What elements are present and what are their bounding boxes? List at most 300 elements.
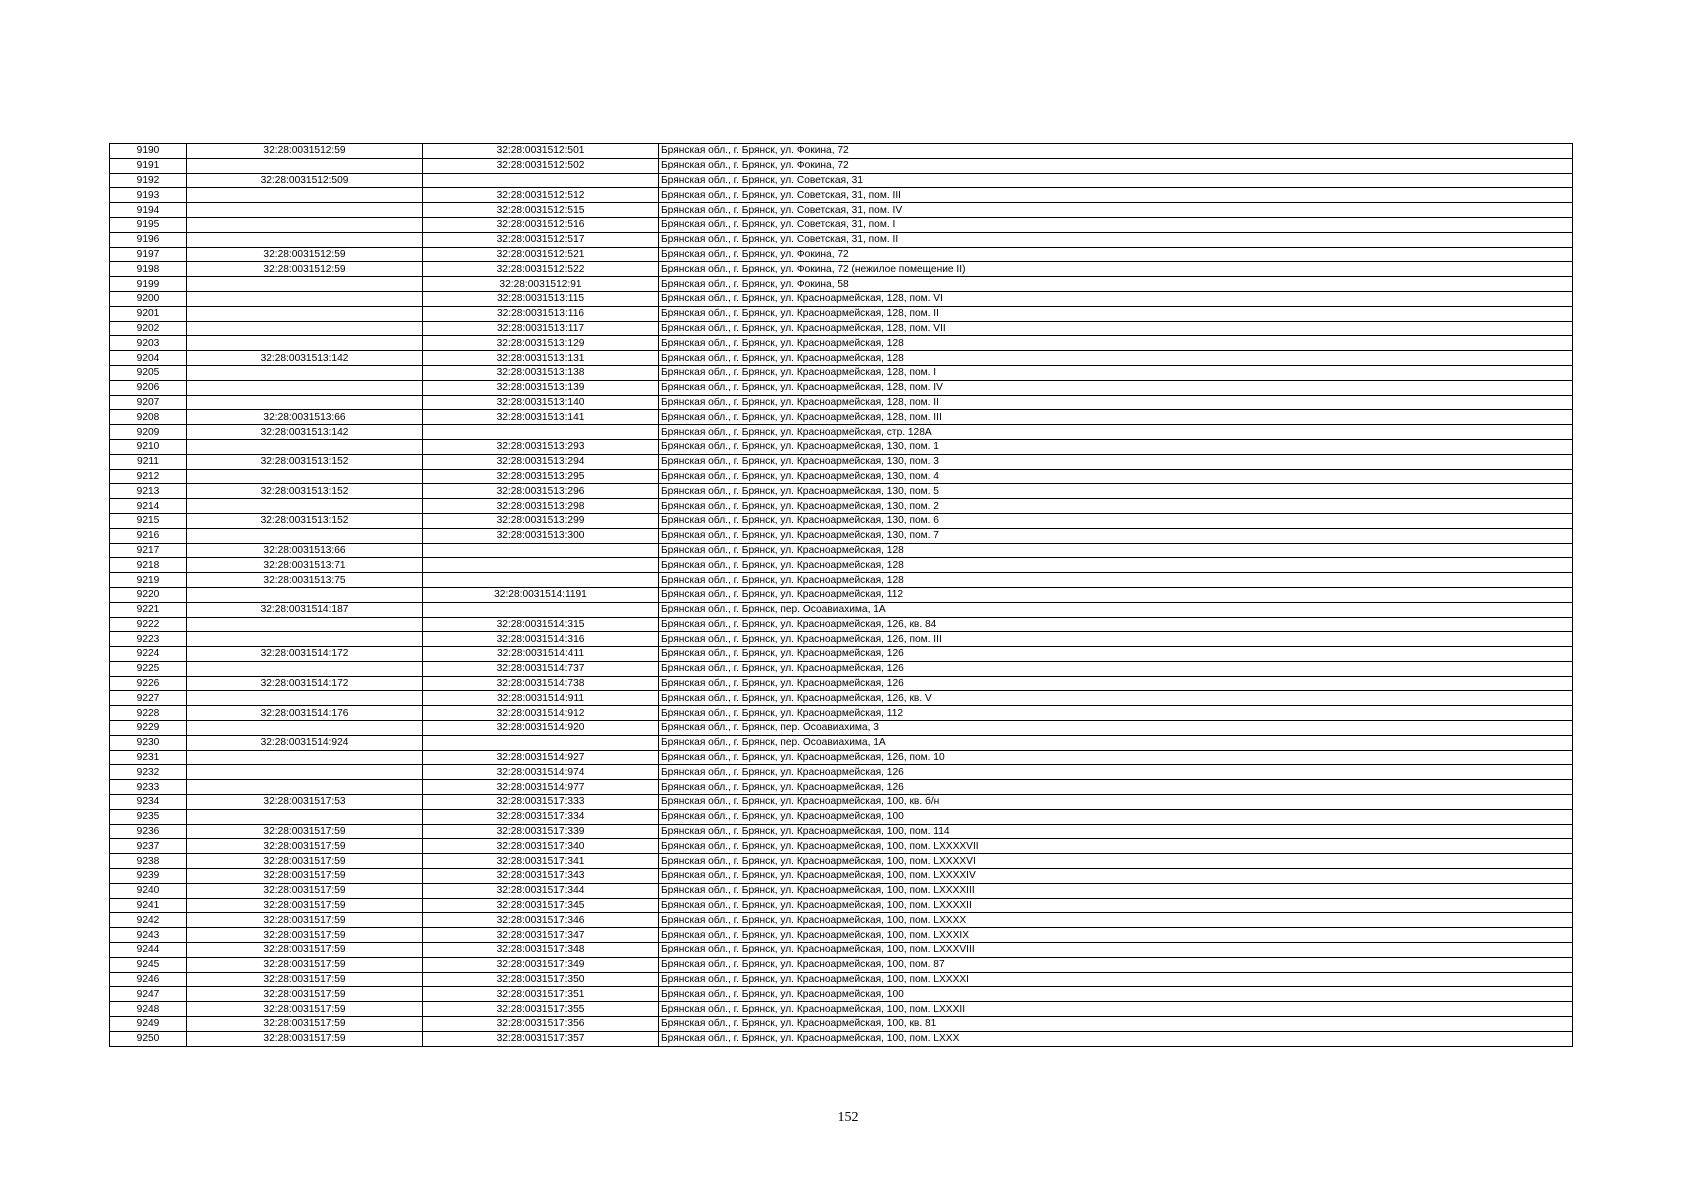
row-number-cell: 9209 bbox=[110, 425, 187, 440]
object-number-cell: 32:28:0031513:293 bbox=[423, 439, 659, 454]
row-number-cell: 9201 bbox=[110, 306, 187, 321]
parcel-number-cell: 32:28:0031513:152 bbox=[187, 513, 423, 528]
address-cell: Брянская обл., г. Брянск, ул. Красноармейская, 126, пом. 10 bbox=[659, 750, 1573, 765]
parcel-number-cell: 32:28:0031512:509 bbox=[187, 173, 423, 188]
address-cell: Брянская обл., г. Брянск, пер. Осоавиахима, 1А bbox=[659, 735, 1573, 750]
row-number-cell: 9242 bbox=[110, 913, 187, 928]
object-number-cell: 32:28:0031513:116 bbox=[423, 306, 659, 321]
row-number-cell: 9194 bbox=[110, 203, 187, 218]
parcel-number-cell bbox=[187, 469, 423, 484]
parcel-number-cell: 32:28:0031514:172 bbox=[187, 647, 423, 662]
object-number-cell: 32:28:0031513:140 bbox=[423, 395, 659, 410]
parcel-number-cell: 32:28:0031517:59 bbox=[187, 824, 423, 839]
parcel-number-cell bbox=[187, 291, 423, 306]
object-number-cell: 32:28:0031517:334 bbox=[423, 809, 659, 824]
row-number-cell: 9213 bbox=[110, 484, 187, 499]
parcel-number-cell: 32:28:0031517:59 bbox=[187, 972, 423, 987]
object-number-cell: 32:28:0031513:129 bbox=[423, 336, 659, 351]
table-row bbox=[110, 617, 1573, 632]
parcel-number-cell: 32:28:0031517:59 bbox=[187, 913, 423, 928]
row-number-cell: 9198 bbox=[110, 262, 187, 277]
row-number-cell: 9237 bbox=[110, 839, 187, 854]
table-row bbox=[110, 410, 1573, 425]
object-number-cell: 32:28:0031517:345 bbox=[423, 898, 659, 913]
row-number-cell: 9206 bbox=[110, 380, 187, 395]
object-number-cell: 32:28:0031514:316 bbox=[423, 632, 659, 647]
table-row bbox=[110, 558, 1573, 573]
table-row bbox=[110, 1031, 1573, 1046]
table-row bbox=[110, 1002, 1573, 1017]
address-cell: Брянская обл., г. Брянск, ул. Красноармейская, 100, кв. б/н bbox=[659, 795, 1573, 810]
table-row bbox=[110, 395, 1573, 410]
table-row bbox=[110, 365, 1573, 380]
address-cell: Брянская обл., г. Брянск, ул. Красноармейская, 126, кв. V bbox=[659, 691, 1573, 706]
row-number-cell: 9250 bbox=[110, 1031, 187, 1046]
address-cell: Брянская обл., г. Брянск, ул. Красноармейская, 130, пом. 6 bbox=[659, 513, 1573, 528]
table-row bbox=[110, 928, 1573, 943]
registry-table bbox=[109, 143, 1573, 1047]
object-number-cell: 32:28:0031514:974 bbox=[423, 765, 659, 780]
parcel-number-cell: 32:28:0031512:59 bbox=[187, 144, 423, 159]
address-cell: Брянская обл., г. Брянск, ул. Красноармейская, 126 bbox=[659, 765, 1573, 780]
parcel-number-cell bbox=[187, 380, 423, 395]
table-row bbox=[110, 247, 1573, 262]
table-row bbox=[110, 913, 1573, 928]
parcel-number-cell bbox=[187, 203, 423, 218]
row-number-cell: 9241 bbox=[110, 898, 187, 913]
table-row bbox=[110, 721, 1573, 736]
parcel-number-cell bbox=[187, 661, 423, 676]
address-cell: Брянская обл., г. Брянск, ул. Красноармейская, 126 bbox=[659, 661, 1573, 676]
object-number-cell bbox=[423, 558, 659, 573]
address-cell: Брянская обл., г. Брянск, ул. Красноармейская, 130, пом. 2 bbox=[659, 499, 1573, 514]
object-number-cell: 32:28:0031517:340 bbox=[423, 839, 659, 854]
table-row bbox=[110, 883, 1573, 898]
parcel-number-cell: 32:28:0031517:53 bbox=[187, 795, 423, 810]
object-number-cell: 32:28:0031517:351 bbox=[423, 987, 659, 1002]
row-number-cell: 9216 bbox=[110, 528, 187, 543]
address-cell: Брянская обл., г. Брянск, ул. Красноармейская, 126 bbox=[659, 647, 1573, 662]
row-number-cell: 9243 bbox=[110, 928, 187, 943]
object-number-cell: 32:28:0031513:138 bbox=[423, 365, 659, 380]
parcel-number-cell bbox=[187, 277, 423, 292]
address-cell: Брянская обл., г. Брянск, ул. Красноармейская, 100, пом. LXXXXVII bbox=[659, 839, 1573, 854]
table-row bbox=[110, 291, 1573, 306]
table-row bbox=[110, 469, 1573, 484]
address-cell: Брянская обл., г. Брянск, ул. Красноармейская, 100, пом. 114 bbox=[659, 824, 1573, 839]
address-cell: Брянская обл., г. Брянск, ул. Красноармейская, 100, пом. LXXXXVI bbox=[659, 854, 1573, 869]
object-number-cell: 32:28:0031517:355 bbox=[423, 1002, 659, 1017]
parcel-number-cell: 32:28:0031517:59 bbox=[187, 1017, 423, 1032]
row-number-cell: 9204 bbox=[110, 351, 187, 366]
address-cell: Брянская обл., г. Брянск, ул. Советская, 31, пом. III bbox=[659, 188, 1573, 203]
object-number-cell: 32:28:0031513:300 bbox=[423, 528, 659, 543]
table-row bbox=[110, 262, 1573, 277]
row-number-cell: 9246 bbox=[110, 972, 187, 987]
object-number-cell: 32:28:0031517:356 bbox=[423, 1017, 659, 1032]
object-number-cell bbox=[423, 173, 659, 188]
object-number-cell: 32:28:0031514:911 bbox=[423, 691, 659, 706]
row-number-cell: 9214 bbox=[110, 499, 187, 514]
table-row bbox=[110, 484, 1573, 499]
address-cell: Брянская обл., г. Брянск, ул. Фокина, 72 bbox=[659, 247, 1573, 262]
address-cell: Брянская обл., г. Брянск, ул. Красноармейская, 130, пом. 7 bbox=[659, 528, 1573, 543]
object-number-cell: 32:28:0031517:333 bbox=[423, 795, 659, 810]
parcel-number-cell: 32:28:0031514:172 bbox=[187, 676, 423, 691]
table-row bbox=[110, 351, 1573, 366]
parcel-number-cell bbox=[187, 721, 423, 736]
row-number-cell: 9221 bbox=[110, 602, 187, 617]
address-cell: Брянская обл., г. Брянск, ул. Фокина, 72 bbox=[659, 158, 1573, 173]
address-cell: Брянская обл., г. Брянск, ул. Красноармейская, 128, пом. VI bbox=[659, 291, 1573, 306]
address-cell: Брянская обл., г. Брянск, ул. Красноармейская, 128, пом. II bbox=[659, 306, 1573, 321]
parcel-number-cell bbox=[187, 217, 423, 232]
parcel-number-cell bbox=[187, 765, 423, 780]
address-cell: Брянская обл., г. Брянск, ул. Красноармейская, 100, пом. LXXXII bbox=[659, 1002, 1573, 1017]
row-number-cell: 9192 bbox=[110, 173, 187, 188]
table-row bbox=[110, 336, 1573, 351]
row-number-cell: 9247 bbox=[110, 987, 187, 1002]
address-cell: Брянская обл., г. Брянск, ул. Красноармейская, 128 bbox=[659, 573, 1573, 588]
address-cell: Брянская обл., г. Брянск, ул. Красноармейская, 100, пом. LXXXXIV bbox=[659, 869, 1573, 884]
object-number-cell bbox=[423, 573, 659, 588]
parcel-number-cell bbox=[187, 691, 423, 706]
address-cell: Брянская обл., г. Брянск, ул. Красноармейская, 128, пом. III bbox=[659, 410, 1573, 425]
table-row bbox=[110, 869, 1573, 884]
parcel-number-cell: 32:28:0031514:187 bbox=[187, 602, 423, 617]
object-number-cell: 32:28:0031512:502 bbox=[423, 158, 659, 173]
parcel-number-cell bbox=[187, 587, 423, 602]
object-number-cell: 32:28:0031513:299 bbox=[423, 513, 659, 528]
parcel-number-cell: 32:28:0031517:59 bbox=[187, 883, 423, 898]
address-cell: Брянская обл., г. Брянск, пер. Осоавиахима, 1А bbox=[659, 602, 1573, 617]
row-number-cell: 9202 bbox=[110, 321, 187, 336]
object-number-cell: 32:28:0031514:927 bbox=[423, 750, 659, 765]
row-number-cell: 9215 bbox=[110, 513, 187, 528]
object-number-cell: 32:28:0031514:315 bbox=[423, 617, 659, 632]
address-cell: Брянская обл., г. Брянск, ул. Красноармейская, 100, пом. LXXXX bbox=[659, 913, 1573, 928]
parcel-number-cell: 32:28:0031513:142 bbox=[187, 425, 423, 440]
table-row bbox=[110, 528, 1573, 543]
table-row bbox=[110, 795, 1573, 810]
table-row bbox=[110, 735, 1573, 750]
parcel-number-cell: 32:28:0031514:924 bbox=[187, 735, 423, 750]
address-cell: Брянская обл., г. Брянск, ул. Советская, 31, пом. IV bbox=[659, 203, 1573, 218]
address-cell: Брянская обл., г. Брянск, ул. Красноармейская, 100, пом. 87 bbox=[659, 957, 1573, 972]
address-cell: Брянская обл., г. Брянск, ул. Красноармейская, 126 bbox=[659, 780, 1573, 795]
row-number-cell: 9229 bbox=[110, 721, 187, 736]
table-row bbox=[110, 188, 1573, 203]
row-number-cell: 9205 bbox=[110, 365, 187, 380]
parcel-number-cell bbox=[187, 232, 423, 247]
parcel-number-cell: 32:28:0031513:71 bbox=[187, 558, 423, 573]
parcel-number-cell bbox=[187, 632, 423, 647]
row-number-cell: 9245 bbox=[110, 957, 187, 972]
table-row bbox=[110, 173, 1573, 188]
object-number-cell: 32:28:0031514:912 bbox=[423, 706, 659, 721]
object-number-cell: 32:28:0031514:738 bbox=[423, 676, 659, 691]
parcel-number-cell: 32:28:0031513:66 bbox=[187, 410, 423, 425]
table-row bbox=[110, 573, 1573, 588]
object-number-cell: 32:28:0031517:344 bbox=[423, 883, 659, 898]
parcel-number-cell: 32:28:0031517:59 bbox=[187, 943, 423, 958]
row-number-cell: 9228 bbox=[110, 706, 187, 721]
row-number-cell: 9199 bbox=[110, 277, 187, 292]
table-row bbox=[110, 602, 1573, 617]
row-number-cell: 9217 bbox=[110, 543, 187, 558]
object-number-cell: 32:28:0031513:295 bbox=[423, 469, 659, 484]
parcel-number-cell bbox=[187, 188, 423, 203]
address-cell: Брянская обл., г. Брянск, ул. Красноармейская, 126 bbox=[659, 676, 1573, 691]
table-row bbox=[110, 543, 1573, 558]
object-number-cell: 32:28:0031514:1191 bbox=[423, 587, 659, 602]
parcel-number-cell: 32:28:0031514:176 bbox=[187, 706, 423, 721]
table-row bbox=[110, 943, 1573, 958]
row-number-cell: 9227 bbox=[110, 691, 187, 706]
object-number-cell: 32:28:0031517:349 bbox=[423, 957, 659, 972]
parcel-number-cell bbox=[187, 306, 423, 321]
object-number-cell: 32:28:0031512:516 bbox=[423, 217, 659, 232]
object-number-cell bbox=[423, 735, 659, 750]
address-cell: Брянская обл., г. Брянск, ул. Красноармейская, 128 bbox=[659, 543, 1573, 558]
row-number-cell: 9211 bbox=[110, 454, 187, 469]
row-number-cell: 9233 bbox=[110, 780, 187, 795]
parcel-number-cell: 32:28:0031513:66 bbox=[187, 543, 423, 558]
row-number-cell: 9244 bbox=[110, 943, 187, 958]
parcel-number-cell: 32:28:0031517:59 bbox=[187, 1002, 423, 1017]
address-cell: Брянская обл., г. Брянск, ул. Красноармейская, 128, пом. II bbox=[659, 395, 1573, 410]
table-row bbox=[110, 839, 1573, 854]
row-number-cell: 9239 bbox=[110, 869, 187, 884]
table-row bbox=[110, 957, 1573, 972]
table-row bbox=[110, 277, 1573, 292]
object-number-cell: 32:28:0031513:139 bbox=[423, 380, 659, 395]
address-cell: Брянская обл., г. Брянск, ул. Красноармейская, 130, пом. 3 bbox=[659, 454, 1573, 469]
address-cell: Брянская обл., г. Брянск, ул. Красноармейская, 100 bbox=[659, 809, 1573, 824]
address-cell: Брянская обл., г. Брянск, пер. Осоавиахима, 3 bbox=[659, 721, 1573, 736]
row-number-cell: 9225 bbox=[110, 661, 187, 676]
object-number-cell: 32:28:0031512:522 bbox=[423, 262, 659, 277]
table-row bbox=[110, 380, 1573, 395]
table-row bbox=[110, 854, 1573, 869]
row-number-cell: 9238 bbox=[110, 854, 187, 869]
table-row bbox=[110, 898, 1573, 913]
row-number-cell: 9207 bbox=[110, 395, 187, 410]
table-row bbox=[110, 780, 1573, 795]
table-row bbox=[110, 587, 1573, 602]
address-cell: Брянская обл., г. Брянск, ул. Красноармейская, 126, кв. 84 bbox=[659, 617, 1573, 632]
address-cell: Брянская обл., г. Брянск, ул. Красноармейская, 112 bbox=[659, 706, 1573, 721]
object-number-cell: 32:28:0031514:737 bbox=[423, 661, 659, 676]
address-cell: Брянская обл., г. Брянск, ул. Красноармейская, 126, пом. III bbox=[659, 632, 1573, 647]
parcel-number-cell: 32:28:0031517:59 bbox=[187, 1031, 423, 1046]
object-number-cell: 32:28:0031513:117 bbox=[423, 321, 659, 336]
address-cell: Брянская обл., г. Брянск, ул. Красноармейская, 100, пом. LXXXVIII bbox=[659, 943, 1573, 958]
address-cell: Брянская обл., г. Брянск, ул. Красноармейская, 130, пом. 4 bbox=[659, 469, 1573, 484]
table-row bbox=[110, 203, 1573, 218]
row-number-cell: 9224 bbox=[110, 647, 187, 662]
object-number-cell: 32:28:0031517:357 bbox=[423, 1031, 659, 1046]
object-number-cell: 32:28:0031513:294 bbox=[423, 454, 659, 469]
object-number-cell: 32:28:0031513:131 bbox=[423, 351, 659, 366]
parcel-number-cell bbox=[187, 336, 423, 351]
address-cell: Брянская обл., г. Брянск, ул. Красноармейская, 128 bbox=[659, 558, 1573, 573]
address-cell: Брянская обл., г. Брянск, ул. Красноармейская, 100, кв. 81 bbox=[659, 1017, 1573, 1032]
row-number-cell: 9191 bbox=[110, 158, 187, 173]
parcel-number-cell bbox=[187, 365, 423, 380]
object-number-cell: 32:28:0031513:115 bbox=[423, 291, 659, 306]
object-number-cell: 32:28:0031512:512 bbox=[423, 188, 659, 203]
table-row bbox=[110, 809, 1573, 824]
row-number-cell: 9210 bbox=[110, 439, 187, 454]
object-number-cell: 32:28:0031512:501 bbox=[423, 144, 659, 159]
address-cell: Брянская обл., г. Брянск, ул. Красноармейская, 128 bbox=[659, 351, 1573, 366]
parcel-number-cell: 32:28:0031513:152 bbox=[187, 454, 423, 469]
object-number-cell: 32:28:0031517:343 bbox=[423, 869, 659, 884]
parcel-number-cell: 32:28:0031513:75 bbox=[187, 573, 423, 588]
row-number-cell: 9196 bbox=[110, 232, 187, 247]
page-number: 152 bbox=[837, 1110, 859, 1125]
row-number-cell: 9248 bbox=[110, 1002, 187, 1017]
table-row bbox=[110, 232, 1573, 247]
object-number-cell: 32:28:0031517:347 bbox=[423, 928, 659, 943]
parcel-number-cell: 32:28:0031517:59 bbox=[187, 957, 423, 972]
address-cell: Брянская обл., г. Брянск, ул. Красноармейская, 112 bbox=[659, 587, 1573, 602]
address-cell: Брянская обл., г. Брянск, ул. Красноармейская, стр. 128А bbox=[659, 425, 1573, 440]
parcel-number-cell: 32:28:0031512:59 bbox=[187, 262, 423, 277]
parcel-number-cell bbox=[187, 528, 423, 543]
parcel-number-cell: 32:28:0031517:59 bbox=[187, 854, 423, 869]
object-number-cell: 32:28:0031514:411 bbox=[423, 647, 659, 662]
table-row bbox=[110, 972, 1573, 987]
table-row bbox=[110, 158, 1573, 173]
address-cell: Брянская обл., г. Брянск, ул. Красноармейская, 100, пом. LXXXXIII bbox=[659, 883, 1573, 898]
parcel-number-cell: 32:28:0031513:142 bbox=[187, 351, 423, 366]
table-row bbox=[110, 661, 1573, 676]
object-number-cell: 32:28:0031512:521 bbox=[423, 247, 659, 262]
table-row bbox=[110, 439, 1573, 454]
object-number-cell bbox=[423, 425, 659, 440]
row-number-cell: 9212 bbox=[110, 469, 187, 484]
address-cell: Брянская обл., г. Брянск, ул. Красноармейская, 128, пом. I bbox=[659, 365, 1573, 380]
address-cell: Брянская обл., г. Брянск, ул. Красноармейская, 128 bbox=[659, 336, 1573, 351]
object-number-cell: 32:28:0031517:339 bbox=[423, 824, 659, 839]
address-cell: Брянская обл., г. Брянск, ул. Фокина, 72 bbox=[659, 144, 1573, 159]
registry-table-body bbox=[110, 144, 1573, 1047]
row-number-cell: 9200 bbox=[110, 291, 187, 306]
row-number-cell: 9203 bbox=[110, 336, 187, 351]
parcel-number-cell bbox=[187, 158, 423, 173]
object-number-cell: 32:28:0031512:515 bbox=[423, 203, 659, 218]
table-row bbox=[110, 676, 1573, 691]
parcel-number-cell bbox=[187, 809, 423, 824]
table-row bbox=[110, 454, 1573, 469]
table-row bbox=[110, 144, 1573, 159]
row-number-cell: 9218 bbox=[110, 558, 187, 573]
table-row bbox=[110, 499, 1573, 514]
parcel-number-cell: 32:28:0031517:59 bbox=[187, 928, 423, 943]
address-cell: Брянская обл., г. Брянск, ул. Красноармейская, 130, пом. 5 bbox=[659, 484, 1573, 499]
row-number-cell: 9235 bbox=[110, 809, 187, 824]
parcel-number-cell bbox=[187, 750, 423, 765]
table-row bbox=[110, 513, 1573, 528]
row-number-cell: 9232 bbox=[110, 765, 187, 780]
parcel-number-cell: 32:28:0031517:59 bbox=[187, 839, 423, 854]
table-row bbox=[110, 425, 1573, 440]
address-cell: Брянская обл., г. Брянск, ул. Красноармейская, 128, пом. IV bbox=[659, 380, 1573, 395]
object-number-cell: 32:28:0031517:348 bbox=[423, 943, 659, 958]
row-number-cell: 9195 bbox=[110, 217, 187, 232]
row-number-cell: 9193 bbox=[110, 188, 187, 203]
row-number-cell: 9208 bbox=[110, 410, 187, 425]
address-cell: Брянская обл., г. Брянск, ул. Красноармейская, 100, пом. LXXX bbox=[659, 1031, 1573, 1046]
address-cell: Брянская обл., г. Брянск, ул. Советская, 31 bbox=[659, 173, 1573, 188]
table-row bbox=[110, 321, 1573, 336]
address-cell: Брянская обл., г. Брянск, ул. Фокина, 72 (нежилое помещение II) bbox=[659, 262, 1573, 277]
parcel-number-cell: 32:28:0031517:59 bbox=[187, 869, 423, 884]
object-number-cell: 32:28:0031517:341 bbox=[423, 854, 659, 869]
table-row bbox=[110, 691, 1573, 706]
address-cell: Брянская обл., г. Брянск, ул. Красноармейская, 100 bbox=[659, 987, 1573, 1002]
row-number-cell: 9231 bbox=[110, 750, 187, 765]
table-row bbox=[110, 1017, 1573, 1032]
object-number-cell: 32:28:0031514:977 bbox=[423, 780, 659, 795]
object-number-cell: 32:28:0031513:298 bbox=[423, 499, 659, 514]
table-row bbox=[110, 987, 1573, 1002]
row-number-cell: 9249 bbox=[110, 1017, 187, 1032]
parcel-number-cell: 32:28:0031517:59 bbox=[187, 987, 423, 1002]
row-number-cell: 9230 bbox=[110, 735, 187, 750]
row-number-cell: 9223 bbox=[110, 632, 187, 647]
table-row bbox=[110, 750, 1573, 765]
table-row bbox=[110, 765, 1573, 780]
row-number-cell: 9220 bbox=[110, 587, 187, 602]
object-number-cell: 32:28:0031517:350 bbox=[423, 972, 659, 987]
row-number-cell: 9219 bbox=[110, 573, 187, 588]
parcel-number-cell: 32:28:0031513:152 bbox=[187, 484, 423, 499]
table-row bbox=[110, 306, 1573, 321]
table-row bbox=[110, 706, 1573, 721]
parcel-number-cell bbox=[187, 780, 423, 795]
row-number-cell: 9240 bbox=[110, 883, 187, 898]
row-number-cell: 9197 bbox=[110, 247, 187, 262]
address-cell: Брянская обл., г. Брянск, ул. Красноармейская, 128, пом. VII bbox=[659, 321, 1573, 336]
parcel-number-cell: 32:28:0031512:59 bbox=[187, 247, 423, 262]
object-number-cell: 32:28:0031513:296 bbox=[423, 484, 659, 499]
object-number-cell: 32:28:0031513:141 bbox=[423, 410, 659, 425]
table-row bbox=[110, 217, 1573, 232]
table-row bbox=[110, 824, 1573, 839]
address-cell: Брянская обл., г. Брянск, ул. Красноармейская, 100, пом. LXXXXI bbox=[659, 972, 1573, 987]
object-number-cell: 32:28:0031512:91 bbox=[423, 277, 659, 292]
parcel-number-cell bbox=[187, 321, 423, 336]
object-number-cell: 32:28:0031514:920 bbox=[423, 721, 659, 736]
parcel-number-cell bbox=[187, 499, 423, 514]
object-number-cell bbox=[423, 543, 659, 558]
parcel-number-cell: 32:28:0031517:59 bbox=[187, 898, 423, 913]
row-number-cell: 9222 bbox=[110, 617, 187, 632]
object-number-cell bbox=[423, 602, 659, 617]
row-number-cell: 9226 bbox=[110, 676, 187, 691]
address-cell: Брянская обл., г. Брянск, ул. Красноармейская, 100, пом. LXXXIX bbox=[659, 928, 1573, 943]
address-cell: Брянская обл., г. Брянск, ул. Советская, 31, пом. II bbox=[659, 232, 1573, 247]
address-cell: Брянская обл., г. Брянск, ул. Фокина, 58 bbox=[659, 277, 1573, 292]
address-cell: Брянская обл., г. Брянск, ул. Советская, 31, пом. I bbox=[659, 217, 1573, 232]
address-cell: Брянская обл., г. Брянск, ул. Красноармейская, 130, пом. 1 bbox=[659, 439, 1573, 454]
parcel-number-cell bbox=[187, 617, 423, 632]
table-row bbox=[110, 632, 1573, 647]
address-cell: Брянская обл., г. Брянск, ул. Красноармейская, 100, пом. LXXXXII bbox=[659, 898, 1573, 913]
